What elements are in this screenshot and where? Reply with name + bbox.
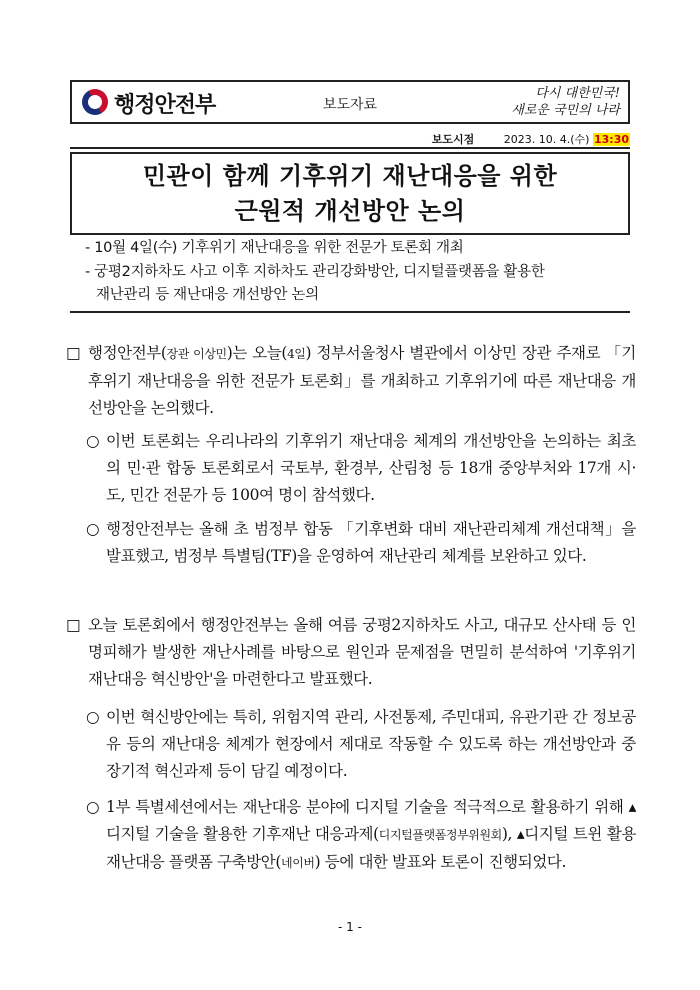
- release-label: 보도시점: [431, 133, 475, 146]
- page-number: - 1 -: [338, 920, 362, 934]
- body-paragraph: ○ 이번 혁신방안에는 특히, 위험지역 관리, 사전통제, 주민대피, 유관기관 간 정보공유 등의 재난대응 체계가 현장에서 제대로 작동할 수 있도록 하는 개선방안과 중장기적 혁신과제 등이 담길 예정이다.: [106, 704, 636, 785]
- body-paragraph: ○ 이번 토론회는 우리나라의 기후위기 재난대응 체계의 개선방안을 논의하는 최초의 민·관 합동 토론회로서 국토부, 환경부, 산림청 등 18개 중앙부처와 17개 시·도, 민간 전문가 등 100여 명이 참석했다.: [106, 428, 636, 509]
- divider: [70, 311, 630, 313]
- body-paragraph: □ 행정안전부(장관 이상민)는 오늘(4일) 정부서울청사 별관에서 이상민 장관 주재로 「기후위기 재난대응을 위한 전문가 토론회」를 개최하고 기후위기에 따른 재난대응 개선방안을 논의했다.: [88, 340, 636, 422]
- circle-bullet-icon: ○: [86, 708, 100, 726]
- release-time: [432, 131, 630, 147]
- headline-line1: 민관이 함께 기후위기 재난대응을 위한: [142, 162, 558, 190]
- slogan: [511, 85, 620, 119]
- slogan-line1: 다시 대한민국!: [535, 86, 620, 101]
- body-paragraph: □ 오늘 토론회에서 행정안전부는 올해 여름 궁평2지하차도 사고, 대규모 산사태 등 인명피해가 발생한 재난사례를 바탕으로 원인과 문제점을 면밀히 분석하여 '기후위기 재난대응 혁신방안'을 마련한다고 발표했다.: [88, 612, 636, 693]
- body-paragraph: ○ 1부 특별세션에서는 재난대응 분야에 디지털 기술을 적극적으로 활용하기 위해 ▴디지털 기술을 활용한 기후재난 대응과제(디지털플랫폼정부위원회), ▴디지털 트윈 활용 재난대응 플랫폼 구축방안(네이버) 등에 대한 발표와 토론이 진행되었다.: [106, 794, 636, 877]
- circle-bullet-icon: ○: [86, 432, 100, 450]
- subtitle-1: - 10월 4일(수) 기후위기 재난대응을 위한 전문가 토론회 개최: [85, 240, 464, 256]
- release-date: 2023. 10. 4.(수): [503, 133, 590, 146]
- headline-box: [70, 152, 630, 235]
- subtitle-2-line1: - 궁평2지하차도 사고 이후 지하차도 관리강화방안, 디지털플랫폼을 활용한: [85, 264, 545, 280]
- circle-bullet-icon: ○: [86, 520, 100, 538]
- circle-bullet-icon: ○: [86, 798, 100, 816]
- slogan-line2: 새로운 국민의 나라: [511, 103, 620, 118]
- subtitle-2-line2: 재난관리 등 재난대응 개선방안 논의: [96, 287, 319, 303]
- body-paragraph: ○ 행정안전부는 올해 초 범정부 합동 「기후변화 대비 재난관리체계 개선대책」을 발표했고, 범정부 특별팀(TF)을 운영하여 재난관리 체계를 보완하고 있다.: [106, 516, 636, 570]
- subtitle-2: [85, 261, 635, 307]
- square-bullet-icon: □: [66, 344, 81, 362]
- headline-line2: 근원적 개선방안 논의: [234, 197, 466, 225]
- square-bullet-icon: □: [66, 616, 81, 634]
- divider: [70, 147, 630, 149]
- doc-type: 보도자료: [322, 97, 378, 113]
- org-name: 행정안전부: [114, 93, 216, 118]
- release-hour: 13:30: [593, 133, 629, 146]
- header-box: [70, 80, 630, 124]
